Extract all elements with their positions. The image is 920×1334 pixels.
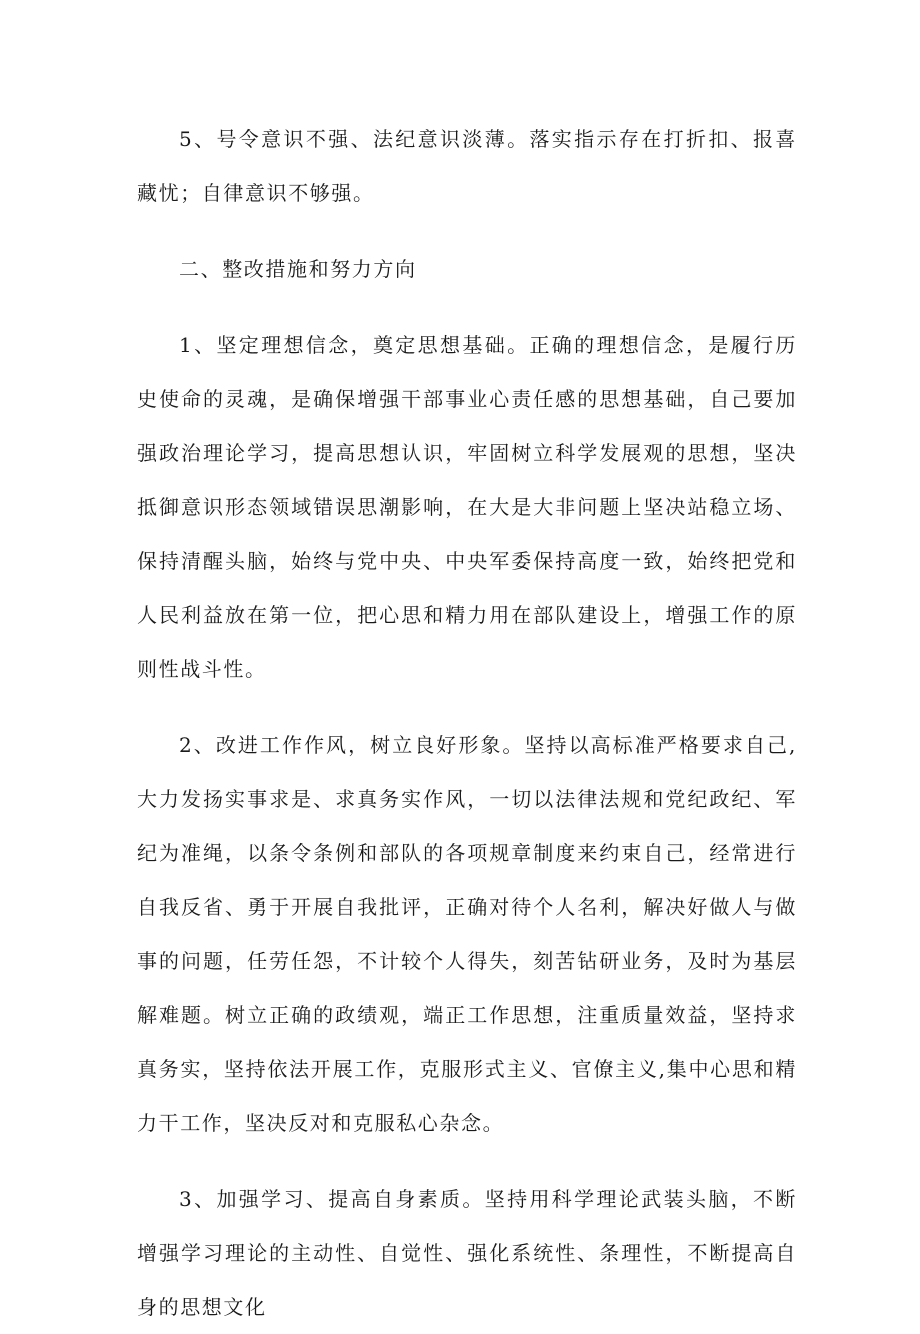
paragraph-measure-2: 2、改进工作作风，树立良好形象。坚持以高标准严格要求自己,大力发扬实事求是、求真务实作风，一切以法律法规和党纪政纪、军纪为准绳，以条令条例和部队的各项规章制度来约束自己，经常进行自我反省、勇于开展自我批评，正确对待个人名利，解决好做人与做事的问题，任劳任怨，不计较个人得失，刻苦钻研业务，及时为基层解难题。树立正确的政绩观，端正工作思想，注重质量效益，坚持求真务实，坚持依法开展工作，克服形式主义、官僚主义,集中心思和精力干工作，坚决反对和克服私心杂念。 (137, 733, 797, 1135)
document-page (137, 112, 797, 1334)
section-heading-rectification: 二、整改措施和努力方向 (179, 257, 417, 281)
paragraph-item-5: 5、号令意识不强、法纪意识淡薄。落实指示存在打折扣、报喜藏忧；自律意识不够强。 (137, 127, 797, 205)
paragraph-measure-3: 3、加强学习、提高自身素质。坚持用科学理论武装头脑，不断增强学习理论的主动性、自觉性、强化系统性、条理性，不断提高自身的思想文化 (137, 1187, 797, 1319)
paragraph-measure-1: 1、坚定理想信念，奠定思想基础。正确的理想信念，是履行历史使命的灵魂，是确保增强干部事业心责任感的思想基础，自己要加强政治理论学习，提高思想认识，牢固树立科学发展观的思想，坚决抵御意识形态领域错误思潮影响，在大是大非问题上坚决站稳立场、保持清醒头脑，始终与党中央、中央军委保持高度一致，始终把党和人民利益放在第一位，把心思和精力用在部队建设上，增强工作的原则性战斗性。 (137, 333, 797, 681)
